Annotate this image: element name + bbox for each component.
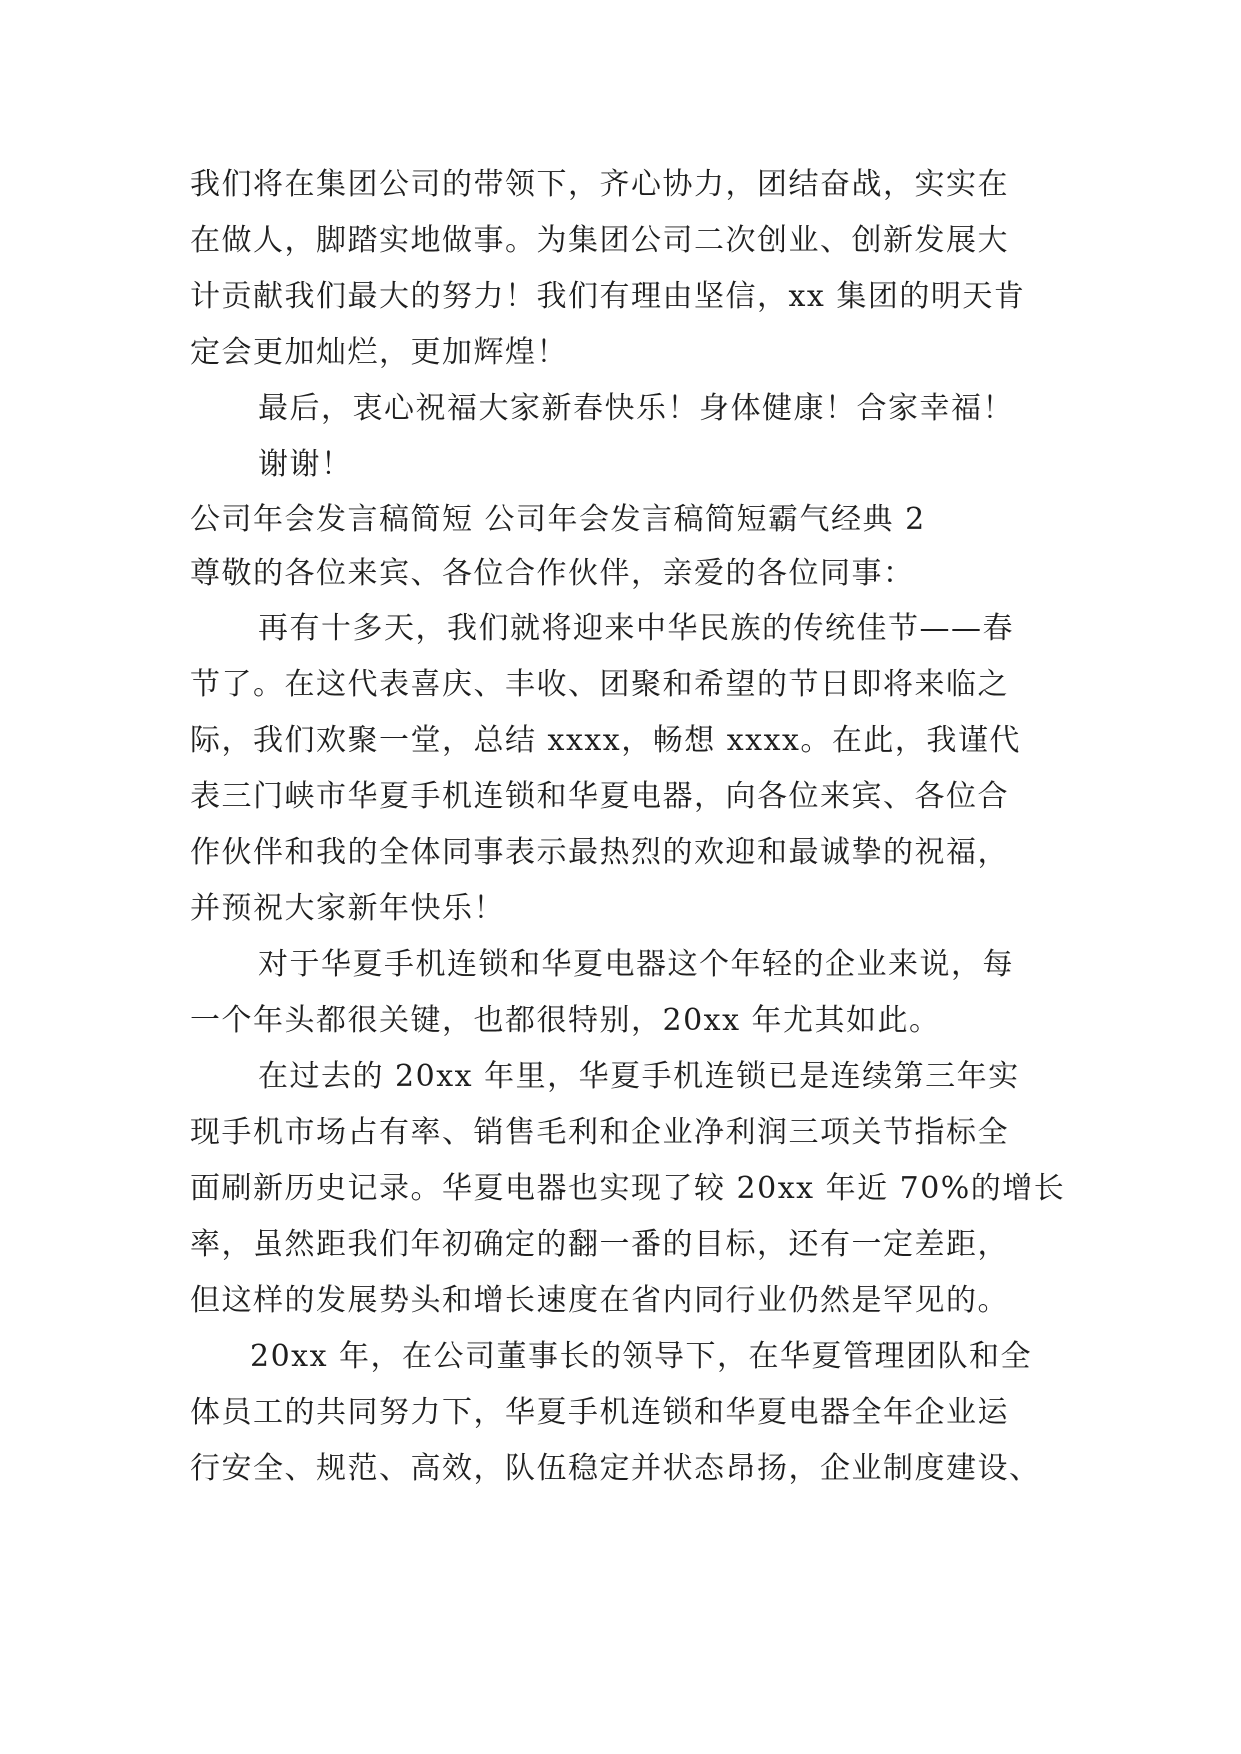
salutation: 尊敬的各位来宾、各位合作伙伴，亲爱的各位同事：: [190, 556, 915, 591]
section-heading: 公司年会发言稿简短 公司年会发言稿简短霸气经典 2: [190, 502, 926, 537]
text-line: 面刷新历史记录。华夏电器也实现了较 20xx 年近 70%的增长: [190, 1171, 1066, 1206]
text-line: 一个年头都很关键，也都很特别，20xx 年尤其如此。: [190, 1003, 941, 1038]
text-line: 行安全、规范、高效，队伍稳定并状态昂扬，企业制度建设、: [190, 1451, 1041, 1486]
text-line: 际，我们欢聚一堂，总结 xxxx，畅想 xxxx。在此，我谨代: [190, 723, 1021, 758]
text-line: 并预祝大家新年快乐！: [190, 891, 505, 926]
text-line: 在做人，脚踏实地做事。为集团公司二次创业、创新发展大: [190, 223, 1009, 258]
text-line: 体员工的共同努力下，华夏手机连锁和华夏电器全年企业运: [190, 1395, 1009, 1430]
text-line: 现手机市场占有率、销售毛利和企业净利润三项关节指标全: [190, 1115, 1009, 1150]
text-line: 但这样的发展势头和增长速度在省内同行业仍然是罕见的。: [190, 1283, 1009, 1318]
text-line: 节了。在这代表喜庆、丰收、团聚和希望的节日即将来临之: [190, 667, 1009, 702]
text-line: 作伙伴和我的全体同事表示最热烈的欢迎和最诚挚的祝福，: [190, 835, 1009, 870]
text-line: 20xx 年，在公司董事长的领导下，在华夏管理团队和全: [250, 1339, 1033, 1374]
text-line: 表三门峡市华夏手机连锁和华夏电器，向各位来宾、各位合: [190, 779, 1009, 814]
text-line: 我们将在集团公司的带领下，齐心协力，团结奋战，实实在: [190, 167, 1009, 202]
text-line: 谢谢！: [258, 447, 353, 482]
text-line: 在过去的 20xx 年里，华夏手机连锁已是连续第三年实: [258, 1059, 1020, 1094]
text-line: 最后，衷心祝福大家新春快乐！身体健康！合家幸福！: [258, 391, 1014, 426]
text-line: 率，虽然距我们年初确定的翻一番的目标，还有一定差距，: [190, 1227, 1009, 1262]
text-line: 对于华夏手机连锁和华夏电器这个年轻的企业来说，每: [258, 947, 1014, 982]
text-line: 定会更加灿烂，更加辉煌！: [190, 335, 568, 370]
text-line: 计贡献我们最大的努力！我们有理由坚信，xx 集团的明天肯: [190, 279, 1026, 314]
document-body: [190, 157, 1066, 1497]
text-line: 再有十多天，我们就将迎来中华民族的传统佳节——春: [258, 611, 1014, 646]
